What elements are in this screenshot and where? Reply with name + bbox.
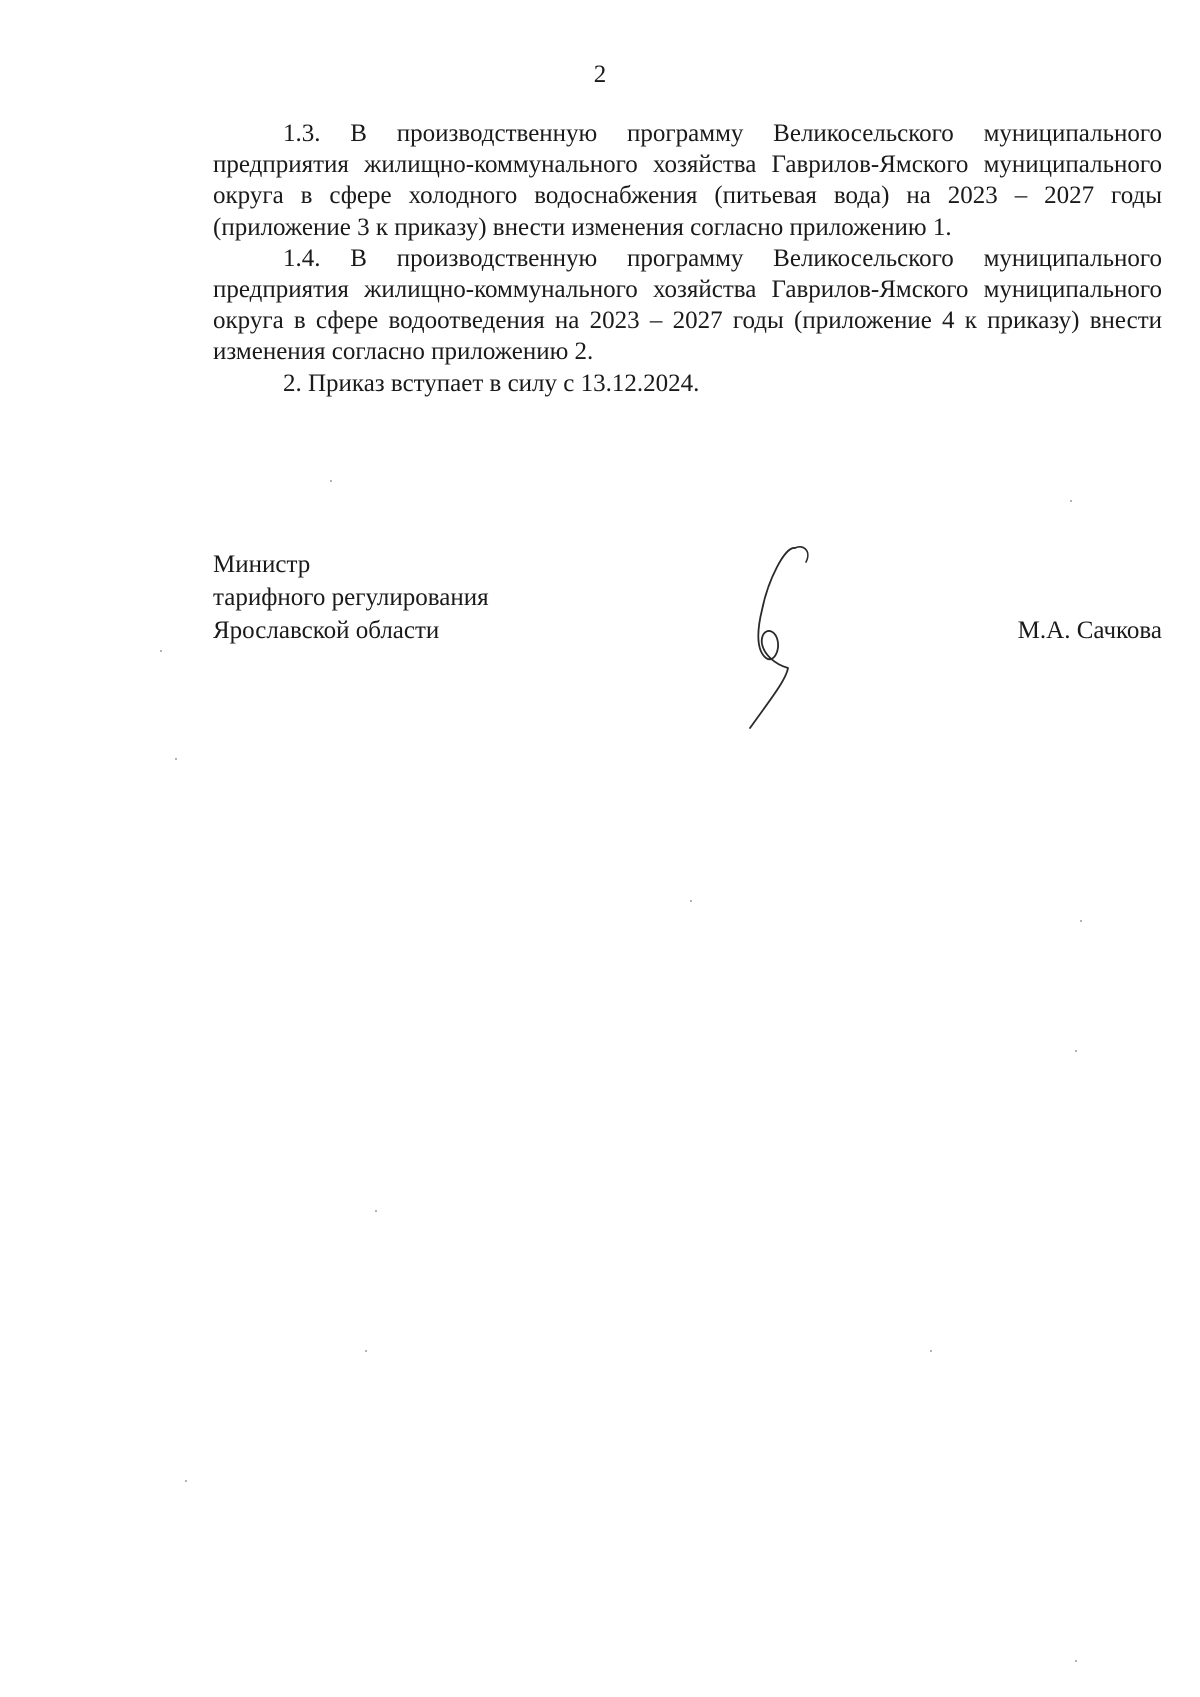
scan-speck [1075,1050,1077,1052]
scan-speck [1080,920,1082,922]
paragraph-2: 2. Приказ вступает в силу с 13.12.2024. [283,369,700,397]
position-line-2: тарифного регулирования [213,584,489,611]
scan-speck [375,1210,377,1212]
scan-speck [185,1480,187,1482]
handwritten-signature [740,540,850,730]
scan-speck [690,900,692,902]
scan-speck [175,758,177,760]
scan-speck [365,1350,367,1352]
scan-speck [1075,1660,1077,1662]
scan-speck [1070,500,1072,502]
scan-speck [930,1350,932,1352]
paragraph-1-4: 1.4. В производственную программу Великосельского муниципального предприятия жилищно-коммунального хозяйства Гаврилов-Ямского муниципального округа в сфере водоотведения на 2023 – 2027 годы (приложение 4 к приказу) внести изменения согласно приложению 2. [213,244,1162,366]
page-number: 2 [593,61,607,88]
position-line-3: Ярославской области [213,617,440,644]
position-line-1: Министр [213,551,311,578]
scan-speck [330,480,332,482]
document-body [213,118,1162,399]
paragraph-1-3: 1.3. В производственную программу Великосельского муниципального предприятия жилищно-коммунального хозяйства Гаврилов-Ямского муниципального округа в сфере холодного водоснабжения (питьевая вода) на 2023 – 2027 годы (приложение 3 к приказу) внести изменения согласно приложению 1. [213,120,1162,241]
signer-name: М.А. Сачкова [1017,617,1162,644]
scan-speck [160,650,162,652]
signatory-position [213,548,489,647]
